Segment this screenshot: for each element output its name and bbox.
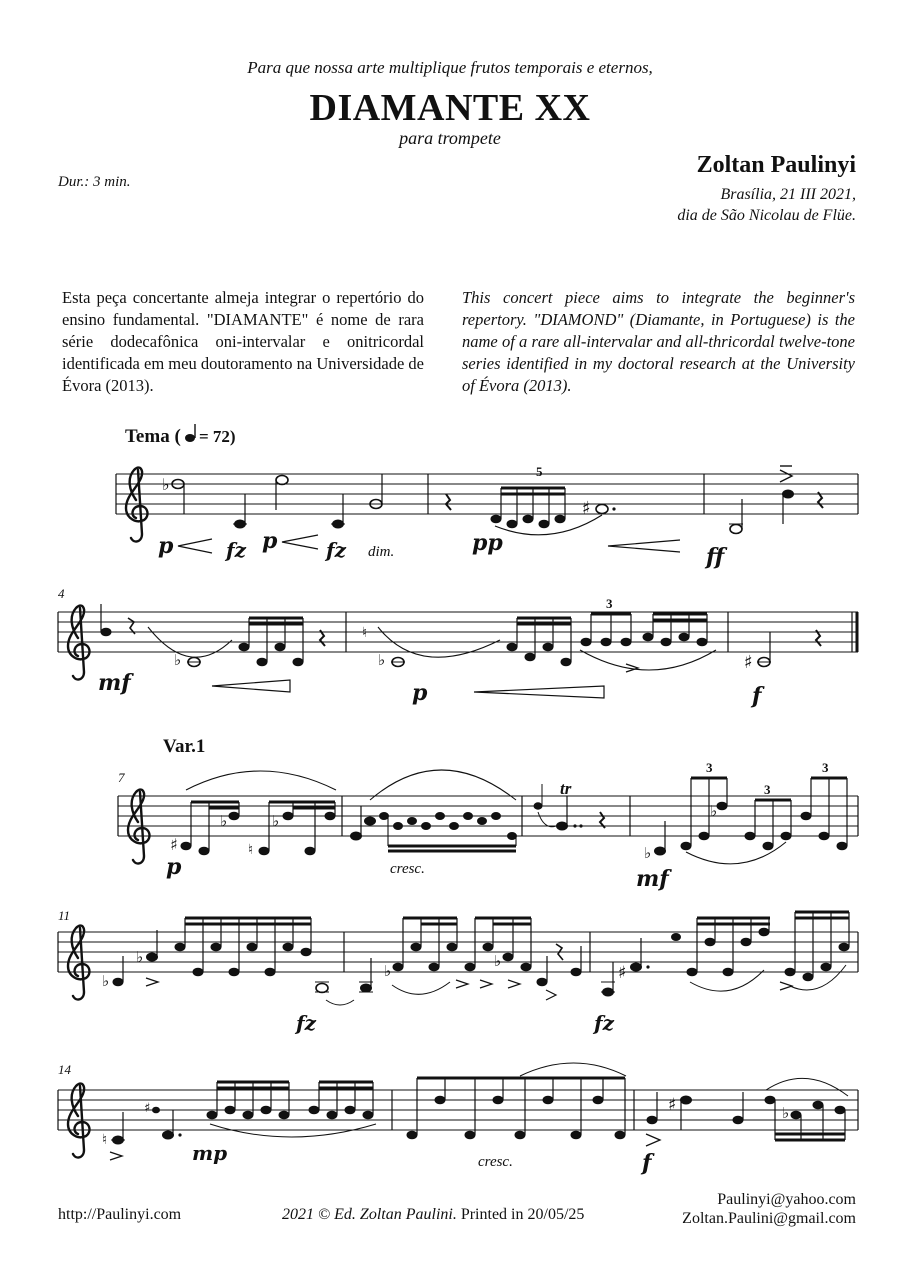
email-primary[interactable]: Paulinyi@yahoo.com	[717, 1191, 856, 1208]
tempo-label: Tema (	[125, 426, 181, 447]
measure-number: 11	[58, 908, 71, 923]
note	[730, 525, 742, 534]
svg-text:♭: ♭	[710, 802, 718, 820]
tuplet-number: 5	[536, 464, 543, 479]
dynamic-marking: mf	[636, 866, 669, 892]
system-4	[58, 908, 858, 1035]
note	[361, 984, 372, 992]
note	[537, 978, 547, 986]
note	[631, 963, 642, 971]
dedication: Para que nossa arte multiplique frutos temporais e eternos,	[247, 58, 653, 77]
dynamic-marking: fz	[296, 1011, 316, 1035]
svg-text:♯: ♯	[744, 652, 753, 673]
tuplet-number: 3	[764, 782, 771, 797]
treble-clef-icon	[68, 926, 89, 1000]
description-portuguese: Esta peça concertante almeja integrar o repertório do ensino fundamental. "DIAMANTE" é nome de rara série dodecafônica oni-intervalar e onitricordal identificada em meu doutoramento na Universidade de Évora (2013).	[62, 288, 424, 395]
note	[316, 984, 328, 993]
dynamic-marking: mp	[192, 1141, 228, 1165]
dynamic-marking: ff	[706, 544, 725, 570]
svg-text:♮: ♮	[102, 1132, 108, 1148]
thirty-second-run	[380, 813, 517, 852]
svg-text:♭: ♭	[384, 962, 392, 980]
slur	[538, 812, 556, 827]
svg-text:♭: ♭	[220, 812, 228, 830]
note	[557, 822, 568, 830]
staff-1-lines	[116, 474, 858, 514]
sixteenth-group	[643, 614, 707, 646]
dynamic-marking: fz	[594, 1011, 614, 1035]
treble-clef-icon	[68, 606, 89, 680]
dynamic-marking: fz	[226, 538, 246, 562]
slur	[186, 771, 336, 790]
crescendo-hairpin	[474, 686, 604, 698]
note	[113, 978, 123, 986]
sharp-icon: ♯	[582, 498, 591, 519]
composer-name: Zoltan Paulinyi	[696, 152, 856, 178]
contact-emails	[682, 1190, 856, 1228]
measure-number: 4	[58, 586, 65, 601]
treble-clef-icon	[68, 1084, 89, 1158]
sixteenth-group	[741, 912, 849, 981]
slur	[790, 965, 846, 990]
grace-note	[534, 803, 542, 809]
sixteenth-group	[672, 918, 771, 976]
accent-icon	[146, 978, 158, 986]
note	[163, 1131, 174, 1139]
note	[365, 817, 376, 825]
tie	[326, 1000, 354, 1005]
occasion-line: dia de São Nicolau de Flüe.	[677, 207, 856, 224]
duration: Dur.: 3 min.	[58, 174, 131, 190]
svg-text:♯: ♯	[618, 963, 627, 983]
expression-text: cresc.	[390, 861, 425, 877]
flat-icon: ♭	[162, 475, 170, 494]
sixteenth-group	[384, 918, 457, 980]
sixteenth-group	[248, 802, 335, 858]
sixteenth-group	[175, 918, 311, 976]
svg-text:♯: ♯	[668, 1095, 677, 1115]
expression-text: cresc.	[478, 1154, 513, 1170]
grace-note	[153, 1107, 160, 1113]
svg-text:♭: ♭	[782, 1104, 790, 1122]
crescendo-hairpin	[178, 539, 212, 553]
svg-text:♭: ♭	[644, 844, 652, 862]
note	[147, 953, 158, 961]
system-3	[118, 736, 858, 892]
sixteenth-group	[465, 918, 531, 971]
slur	[766, 1078, 848, 1096]
note	[351, 832, 362, 840]
svg-text:♯: ♯	[170, 835, 178, 854]
svg-text:♭: ♭	[378, 651, 386, 669]
dynamic-marking: mf	[98, 670, 131, 696]
dynamic-marking: p	[166, 854, 182, 880]
dynamic-marking: p	[412, 680, 428, 706]
note	[101, 628, 111, 636]
measure-number: 14	[58, 1062, 71, 1077]
accent-icon	[780, 470, 792, 482]
section-label: Var.1	[163, 736, 206, 757]
copyright-line	[282, 1206, 584, 1224]
dynamic-marking: f	[642, 1150, 652, 1176]
dynamic-marking: f	[752, 683, 762, 709]
note	[276, 476, 288, 485]
tuplet-number: 3	[706, 760, 713, 775]
website-link[interactable]: http://Paulinyi.com	[58, 1206, 182, 1223]
place-date-line: Brasília, 21 III 2021,	[720, 186, 856, 203]
slur	[520, 1063, 626, 1076]
tuplet-number: 3	[822, 760, 829, 775]
note	[596, 505, 608, 514]
slur	[392, 982, 450, 994]
triplet-group	[581, 596, 631, 646]
copyright: 2021 © Ed. Zoltan Paulini.	[282, 1206, 457, 1223]
svg-text:♭: ♭	[102, 972, 110, 990]
printed-date: Printed in 20/05/25	[460, 1206, 585, 1223]
dynamic-marking: p	[262, 528, 278, 554]
piece-title: DIAMANTE XX	[309, 87, 591, 129]
sixteenth-group	[170, 802, 239, 855]
description-english: This concert piece aims to integrate the beginner's repertory. "DIAMOND" (Diamante, in Portuguese) is the name of a rare all-intervalar and all-thricordal twelve-tone series identified in my doctoral research at the University of Évora (2013).	[462, 288, 855, 395]
svg-text:♮: ♮	[362, 625, 368, 641]
slur	[580, 650, 716, 670]
svg-text:♭: ♭	[174, 651, 182, 669]
system-2	[58, 586, 858, 709]
dynamic-marking: fz	[326, 538, 346, 562]
dynamic-marking: pp	[472, 530, 503, 556]
note	[681, 1096, 692, 1104]
svg-text:♭: ♭	[272, 812, 280, 830]
note	[733, 1116, 743, 1124]
trill-ornament: tr	[560, 779, 572, 798]
svg-text:♭: ♭	[494, 952, 502, 970]
note	[571, 968, 581, 976]
crescendo-hairpin	[282, 535, 318, 549]
tuplet-number: 3	[606, 596, 613, 611]
instrumentation: para trompete	[399, 128, 501, 148]
accent-icon	[110, 1152, 122, 1160]
treble-clef-icon	[128, 790, 149, 864]
accent-icon	[646, 1134, 660, 1146]
svg-text:♭: ♭	[136, 948, 144, 966]
tempo-value: = 72)	[199, 427, 236, 446]
sixteenth-group	[765, 1096, 845, 1140]
svg-text:♯: ♯	[144, 1101, 151, 1116]
crescendo-hairpin	[608, 540, 680, 552]
tempo-note-icon	[185, 434, 195, 442]
dynamic-marking: p	[158, 533, 174, 559]
svg-text:♮: ♮	[248, 842, 254, 858]
quarter-rest-icon	[446, 494, 451, 510]
system-1	[116, 424, 858, 570]
expression-text: dim.	[368, 544, 395, 560]
measure-number: 7	[118, 770, 125, 785]
note	[783, 490, 794, 498]
note	[655, 847, 666, 855]
email-secondary[interactable]: Zoltan.Paulini@gmail.com	[682, 1210, 856, 1227]
crescendo-hairpin	[212, 680, 290, 692]
note	[647, 1116, 657, 1124]
system-5	[58, 1062, 858, 1176]
treble-clef-icon	[126, 468, 147, 542]
